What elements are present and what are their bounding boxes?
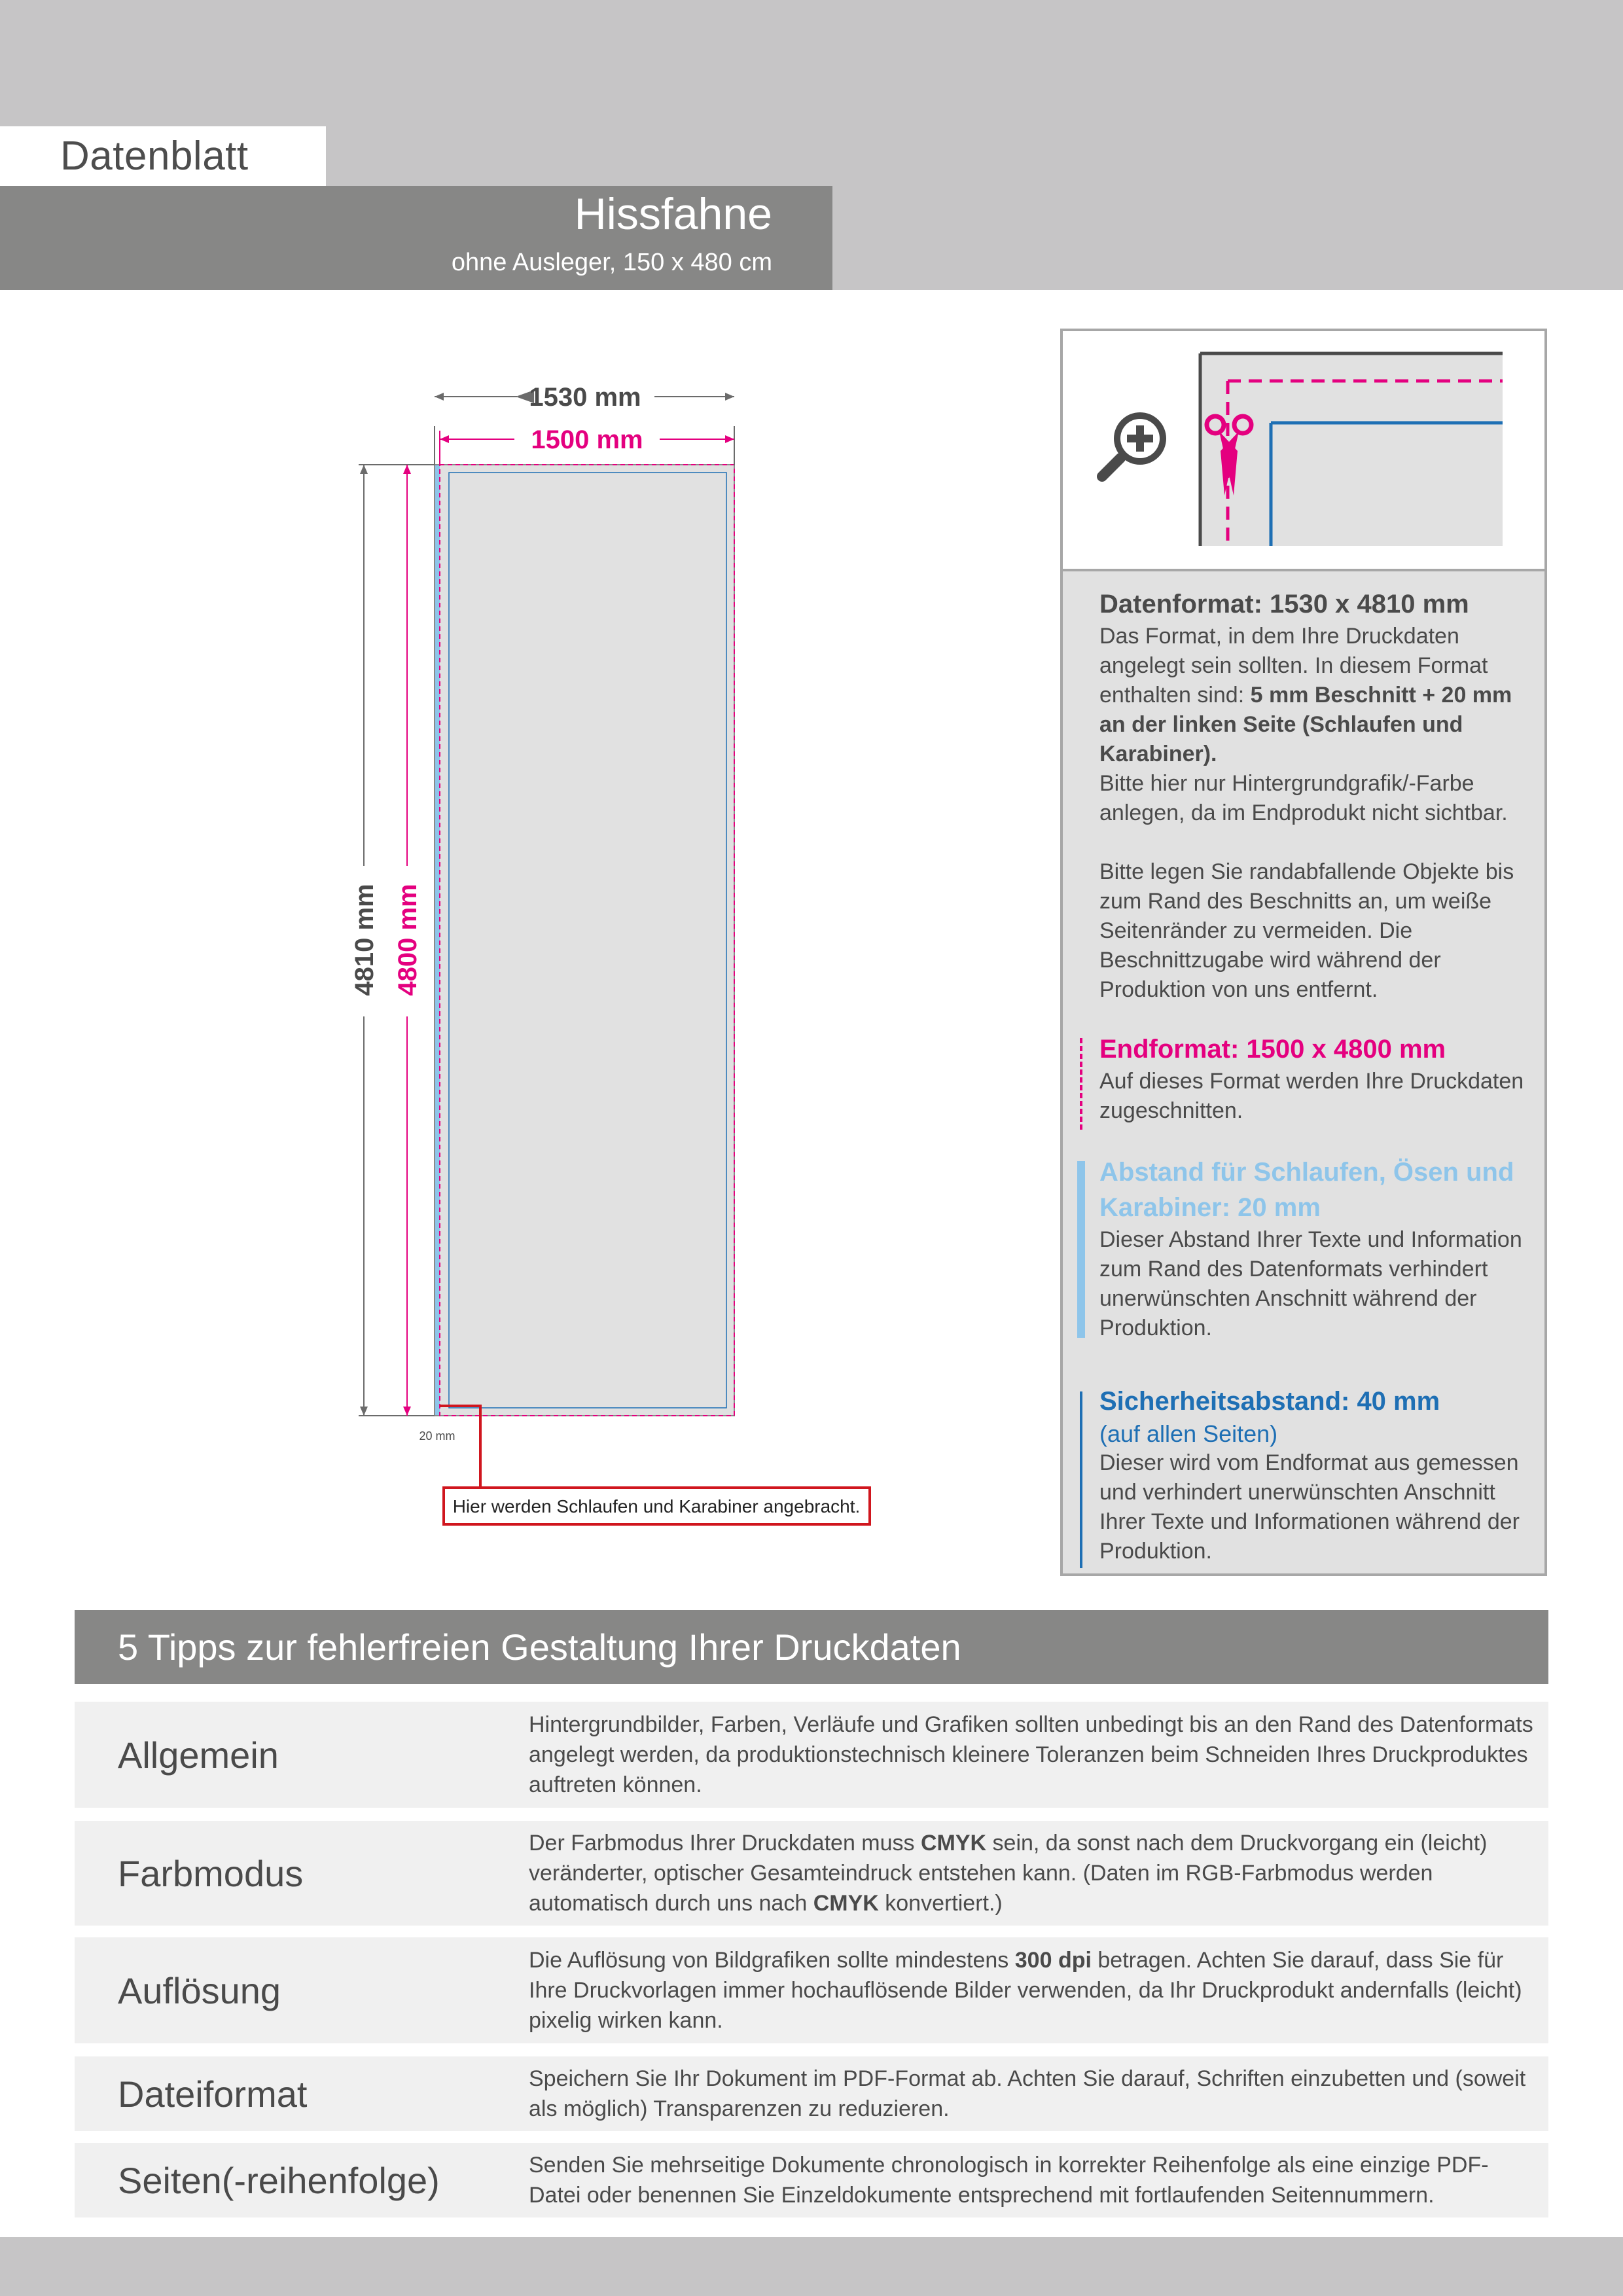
doc-type-tab (0, 126, 326, 186)
endformat-heading: Endformat: 1500 x 4800 mm (1099, 1035, 1446, 1064)
tips-header (75, 1610, 1548, 1684)
tip-row-aufloesung (75, 1937, 1548, 2043)
tip-text-body: Hintergrundbilder, Farben, Verläufe und Grafiken sollten unbedingt bis an den Rand des Datenformats angelegt werden, da produktionstechnisch kleinere Toleranzen beim Schneiden Ihres Druckproduktes auftreten können. (529, 1712, 1533, 1797)
tip-text (529, 1937, 1535, 2043)
datenformat-heading: Datenformat: 1530 x 4810 mm (1099, 590, 1469, 619)
tips-title: 5 Tipps zur fehlerfreien Gestaltung Ihrer Druckdaten (118, 1626, 961, 1668)
tip-text-bold: CMYK (813, 1891, 879, 1916)
tip-text (529, 2143, 1535, 2217)
tip-label: Allgemein (118, 1734, 279, 1776)
magnifier-plus-icon (1092, 402, 1177, 487)
endformat-text: Auf dieses Format werden Ihre Druckdaten zugeschnitten. (1099, 1069, 1524, 1123)
width-total-label: 1530 mm (529, 383, 641, 412)
sicherheit-marker (1080, 1391, 1082, 1568)
endformat-marker (1080, 1038, 1082, 1130)
tip-text-part: sein, da sonst nach dem Druckvorgang ein (leicht) veränderter, optischer Gesamteindruck entstehen kann. (Daten im RGB-Farbmodus werden automatisch durch uns nach (529, 1831, 1488, 1916)
tip-row-allgemein (75, 1702, 1548, 1808)
abstand-marker (1077, 1161, 1085, 1338)
datenformat-text-a: Das Format, in dem Ihre Druckdaten angelegt sein sollten. In diesem Format enthalten sind: (1099, 624, 1488, 708)
tip-text-part: Die Auflösung von Bildgrafiken sollte mindestens (529, 1948, 1015, 1973)
datenformat-note: Bitte hier nur Hintergrundgrafik/-Farbe anlegen, da im Endprodukt nicht sichtbar. (1099, 771, 1508, 825)
callout-text: Hier werden Schlaufen und Karabiner angebracht. (452, 1496, 861, 1516)
tip-text-part: betragen. Achten Sie darauf, dass Sie für Ihre Druckvorlagen immer hochauflösende Bilder verwenden, da Ihr Druckprodukt andernfalls (leicht) pixelig wirken kann. (529, 1948, 1522, 2033)
sicherheit-text: Dieser wird vom Endformat aus gemessen und verhindert unerwünschten Anschnitt Ihrer Texte und Informationen während der Produktion. (1099, 1450, 1520, 1564)
title-box (0, 186, 832, 290)
tip-label: Farbmodus (118, 1852, 304, 1894)
abstand-text: Dieser Abstand Ihrer Texte und Information zum Rand des Datenformats verhindert unerwünschten Anschnitt während der Produktion. (1099, 1227, 1522, 1340)
sicherheit-section (1099, 1384, 1538, 1566)
tip-text-part: konvertiert.) (878, 1891, 1003, 1916)
datenformat-bleed-note: Bitte legen Sie randabfallende Objekte bis zum Rand des Beschnitts an, um weiße Seitenränder zu vermeiden. Die Beschnittzugabe wird während der Produktion von uns entfernt. (1099, 859, 1514, 1002)
endformat-section (1099, 1031, 1538, 1126)
tip-text-body: Senden Sie mehrseitige Dokumente chronologisch in korrekter Reihenfolge als eine einzige PDF-Datei oder benennen Sie Einzeldokumente entsprechend mit fortlaufenden Seitennummern. (529, 2153, 1489, 2208)
datenformat-text (1099, 622, 1538, 769)
strip-width-label: 20 mm (419, 1429, 455, 1443)
footer-band (0, 2237, 1623, 2296)
page-subtitle: ohne Ausleger, 150 x 480 cm (451, 249, 772, 276)
abstand-heading: Abstand für Schlaufen, Ösen und Karabiner: 20 mm (1099, 1158, 1514, 1222)
tip-row-seiten (75, 2143, 1548, 2217)
width-final-label: 1500 mm (531, 425, 643, 454)
tip-label: Dateiformat (118, 2073, 308, 2115)
tip-text-body: Speichern Sie Ihr Dokument im PDF-Format ab. Achten Sie darauf, Schriften einzubetten und (soweit als möglich) Transparenzen zu reduzieren. (529, 2066, 1526, 2121)
tip-row-farbmodus (75, 1821, 1548, 1926)
tip-text (529, 2056, 1535, 2131)
info-panel (1060, 329, 1547, 1576)
height-total-label: 4810 mm (350, 884, 379, 996)
callout-leader (440, 1406, 480, 1488)
page-title: Hissfahne (574, 189, 772, 239)
doc-type-label: Datenblatt (60, 134, 249, 179)
data-format-rect (435, 465, 734, 1416)
tip-text-part: Der Farbmodus Ihrer Druckdaten muss (529, 1831, 921, 1856)
tip-text (529, 1821, 1535, 1926)
height-final-label: 4800 mm (393, 884, 422, 996)
detail-zoom-area (1063, 331, 1544, 571)
tip-text (529, 1702, 1535, 1808)
format-diagram (0, 290, 1034, 1586)
tip-row-dateiformat (75, 2056, 1548, 2131)
abstand-section (1099, 1155, 1538, 1343)
tip-label: Seiten(-reihenfolge) (118, 2159, 440, 2201)
sicherheit-heading: Sicherheitsabstand: 40 mm (1099, 1387, 1440, 1416)
tip-text-bold: CMYK (920, 1831, 987, 1856)
sicherheit-subheading: (auf allen Seiten) (1099, 1420, 1278, 1447)
tip-label: Auflösung (118, 1969, 281, 2011)
loop-strip (435, 465, 440, 1415)
datenformat-text-bold: 5 mm Beschnitt + 20 mm an der linken Seite (Schlaufen und Karabiner). (1099, 683, 1512, 766)
scissors-icon (1204, 412, 1255, 497)
datenformat-section (1099, 586, 1538, 1005)
tip-text-bold: 300 dpi (1014, 1948, 1092, 1973)
